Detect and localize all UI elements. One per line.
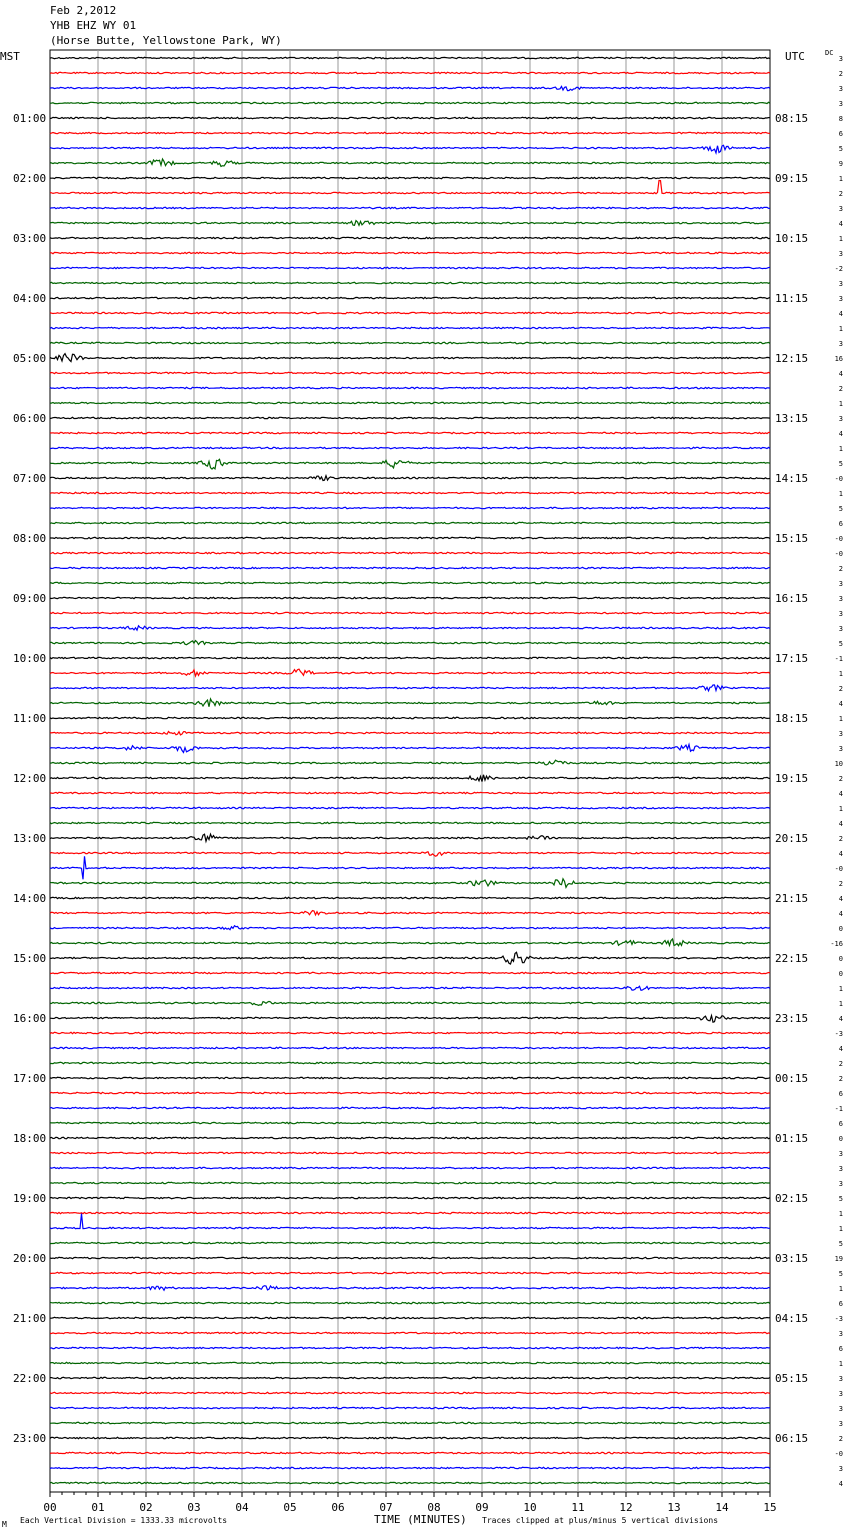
dc-offset-value: 3 (838, 1420, 843, 1428)
dc-offset-value: -0 (834, 475, 843, 483)
seismic-trace (50, 1077, 770, 1078)
seismic-trace (50, 807, 770, 808)
dc-offset-value: 3 (838, 1375, 843, 1383)
seismic-trace (50, 402, 770, 403)
dc-offset-value: 3 (838, 745, 843, 753)
dc-offset-value: 4 (838, 820, 843, 828)
mst-hour-label: 20:00 (13, 1252, 47, 1265)
dc-offset-value: 4 (838, 370, 843, 378)
dc-offset-value: 8 (838, 115, 843, 123)
station-code: YHB EHZ WY 01 (50, 19, 137, 32)
seismic-trace (50, 911, 770, 915)
seismic-trace (50, 1182, 770, 1183)
dc-offset-value: 3 (838, 625, 843, 633)
dc-offset-value: 4 (838, 430, 843, 438)
dc-offset-value: 1 (838, 235, 843, 243)
mst-hour-label: 02:00 (13, 172, 47, 185)
utc-hour-label: 06:15 (775, 1432, 809, 1445)
dc-offset-value: -1 (834, 655, 843, 663)
dc-offset-value: 1 (838, 400, 843, 408)
x-tick-label: 02 (139, 1501, 153, 1514)
utc-hour-label: 03:15 (775, 1252, 809, 1265)
seismic-trace (50, 879, 770, 888)
utc-hour-label: 16:15 (775, 592, 809, 605)
dc-offset-value: 4 (838, 850, 843, 858)
seismic-trace (50, 459, 770, 469)
mst-hour-label: 05:00 (13, 352, 47, 365)
seismic-trace (50, 669, 770, 676)
seismic-trace (50, 1212, 770, 1213)
station-location: (Horse Butte, Yellowstone Park, WY) (50, 34, 282, 47)
dc-offset-value: 3 (838, 280, 843, 288)
dc-offset-value: 1 (838, 1225, 843, 1233)
utc-hour-label: 08:15 (775, 112, 809, 125)
dc-offset-value: 2 (838, 565, 843, 573)
seismic-trace (50, 267, 770, 268)
dc-offset-value: 3 (838, 295, 843, 303)
dc-offset-value: 1 (838, 445, 843, 453)
dc-offset-value: 3 (838, 55, 843, 63)
utc-hour-label: 11:15 (775, 292, 809, 305)
utc-hour-label: 20:15 (775, 832, 809, 845)
dc-offset-value: 5 (838, 640, 843, 648)
x-tick-label: 10 (523, 1501, 537, 1514)
seismic-trace (50, 897, 770, 898)
seismic-trace (50, 926, 770, 930)
seismic-trace (50, 1362, 770, 1363)
dc-offset-value: 3 (838, 100, 843, 108)
seismic-trace (50, 822, 770, 823)
seismic-trace (50, 939, 770, 946)
seismic-trace (50, 1062, 770, 1063)
dc-offset-value: 2 (838, 1060, 843, 1068)
dc-offset-value: 1 (838, 805, 843, 813)
seismic-trace (50, 657, 770, 658)
mst-hour-label: 13:00 (13, 832, 47, 845)
seismic-trace (50, 1032, 770, 1033)
dc-offset-value: 3 (838, 340, 843, 348)
dc-offset-value: 3 (838, 1390, 843, 1398)
dc-offset-value: 2 (838, 1075, 843, 1083)
dc-offset-value: 1 (838, 1210, 843, 1218)
seismic-trace (50, 685, 770, 691)
utc-hour-label: 22:15 (775, 952, 809, 965)
dc-offset-value: 2 (838, 385, 843, 393)
seismic-trace (50, 177, 770, 178)
dc-offset-value: 4 (838, 700, 843, 708)
seismic-trace (50, 552, 770, 553)
seismic-trace (50, 1302, 770, 1303)
dc-offset-value: 3 (838, 1330, 843, 1338)
dc-offset-value: 5 (838, 1270, 843, 1278)
mst-hour-label: 19:00 (13, 1192, 47, 1205)
dc-offset-value: 3 (838, 610, 843, 618)
seismic-trace (50, 1482, 770, 1483)
mst-hour-label: 23:00 (13, 1432, 47, 1445)
dc-offset-value: -16 (830, 940, 843, 948)
dc-offset-value: 3 (838, 1465, 843, 1473)
dc-offset-value: 1 (838, 1360, 843, 1368)
utc-hour-label: 18:15 (775, 712, 809, 725)
seismic-trace (50, 252, 770, 253)
seismic-trace (50, 852, 770, 856)
utc-hour-label: 02:15 (775, 1192, 809, 1205)
seismic-trace (50, 432, 770, 433)
seismic-trace (50, 1001, 770, 1005)
dc-offset-value: 3 (838, 730, 843, 738)
seismic-trace (50, 417, 770, 418)
x-tick-label: 06 (331, 1501, 345, 1514)
seismic-trace (50, 237, 770, 238)
x-tick-label: 00 (43, 1501, 57, 1514)
seismic-trace (50, 1214, 770, 1229)
seismic-trace (50, 567, 770, 568)
record-date: Feb 2,2012 (50, 4, 117, 17)
utc-hour-label: 00:15 (775, 1072, 809, 1085)
dc-offset-value: 5 (838, 1195, 843, 1203)
dc-offset-value: 2 (838, 190, 843, 198)
x-tick-label: 15 (763, 1501, 777, 1514)
dc-offset-value: 3 (838, 1165, 843, 1173)
dc-offset-value: 6 (838, 1345, 843, 1353)
seismic-trace (50, 72, 770, 73)
dc-offset-value: 4 (838, 895, 843, 903)
dc-offset-value: 0 (838, 1135, 843, 1143)
utc-axis-label: UTC (785, 50, 805, 63)
seismic-trace (50, 834, 770, 841)
seismic-trace (50, 1242, 770, 1243)
dc-offset-value: 4 (838, 310, 843, 318)
plot-frame (50, 50, 770, 1492)
mst-hour-label: 09:00 (13, 592, 47, 605)
seismic-trace (50, 492, 770, 493)
dc-offset-value: 3 (838, 580, 843, 588)
mst-hour-label: 12:00 (13, 772, 47, 785)
x-tick-label: 05 (283, 1501, 297, 1514)
seismic-trace (50, 1407, 770, 1408)
dc-offset-value: 3 (838, 85, 843, 93)
dc-offset-value: 6 (838, 1120, 843, 1128)
seismic-trace (50, 1107, 770, 1108)
seismic-trace (50, 522, 770, 523)
seismic-trace (50, 145, 770, 153)
dc-offset-value: 0 (838, 970, 843, 978)
seismic-trace (50, 1452, 770, 1453)
mst-hour-label: 15:00 (13, 952, 47, 965)
utc-hour-label: 04:15 (775, 1312, 809, 1325)
seismic-trace (50, 354, 770, 362)
mst-hour-label: 01:00 (13, 112, 47, 125)
seismic-trace (50, 297, 770, 298)
seismic-trace (50, 447, 770, 448)
dc-offset-value: 1 (838, 1285, 843, 1293)
seismic-trace (50, 641, 770, 645)
utc-hour-label: 12:15 (775, 352, 809, 365)
dc-offset-value: -3 (834, 1315, 843, 1323)
dc-offset-value: 5 (838, 460, 843, 468)
utc-hour-label: 09:15 (775, 172, 809, 185)
dc-offset-value: 0 (838, 925, 843, 933)
dc-offset-value: 6 (838, 1090, 843, 1098)
footer-mark: M (2, 1520, 7, 1529)
seismic-trace (50, 1092, 770, 1093)
dc-offset-value: 2 (838, 835, 843, 843)
seismic-trace (50, 699, 770, 707)
dc-offset-value: 4 (838, 220, 843, 228)
dc-offset-value: 1 (838, 715, 843, 723)
dc-offset-value: 4 (838, 790, 843, 798)
x-tick-label: 13 (667, 1501, 681, 1514)
dc-offset-value: 0 (838, 955, 843, 963)
mst-hour-label: 04:00 (13, 292, 47, 305)
utc-hour-label: 23:15 (775, 1012, 809, 1025)
dc-offset-value: 2 (838, 70, 843, 78)
dc-offset-value: -3 (834, 1030, 843, 1038)
seismic-trace (50, 537, 770, 538)
seismic-trace (50, 181, 770, 194)
scale-note: Each Vertical Division = 1333.33 microvolts (20, 1516, 228, 1525)
seismic-trace (50, 387, 770, 388)
seismic-trace (50, 221, 770, 226)
dc-offset-value: 3 (838, 415, 843, 423)
seismic-trace (50, 476, 770, 481)
seismic-trace (50, 717, 770, 718)
seismic-trace (50, 1257, 770, 1258)
seismic-trace (50, 856, 770, 879)
dc-offset-value: 3 (838, 250, 843, 258)
seismic-trace (50, 1437, 770, 1438)
dc-offset-value: 3 (838, 595, 843, 603)
seismic-trace (50, 327, 770, 328)
dc-offset-value: 1 (838, 670, 843, 678)
seismic-trace (50, 102, 770, 103)
seismic-trace (50, 1016, 770, 1023)
mst-hour-label: 16:00 (13, 1012, 47, 1025)
seismic-trace (50, 312, 770, 313)
seismic-trace (50, 1467, 770, 1468)
dc-offset-value: 19 (834, 1255, 843, 1263)
mst-hour-label: 07:00 (13, 472, 47, 485)
dc-offset-value: 2 (838, 880, 843, 888)
mst-hour-label: 03:00 (13, 232, 47, 245)
x-tick-label: 14 (715, 1501, 729, 1514)
x-tick-label: 07 (379, 1501, 393, 1514)
dc-offset-value: 1 (838, 1000, 843, 1008)
mst-hour-label: 14:00 (13, 892, 47, 905)
mst-hour-label: 17:00 (13, 1072, 47, 1085)
dc-offset-value: 2 (838, 1435, 843, 1443)
dc-offset-value: 4 (838, 1480, 843, 1488)
seismic-trace (50, 1047, 770, 1048)
dc-offset-value: 10 (834, 760, 843, 768)
seismic-trace (50, 372, 770, 373)
dc-offset-value: 3 (838, 1405, 843, 1413)
seismic-trace (50, 792, 770, 793)
seismic-trace (50, 760, 770, 765)
dc-offset-value: 16 (834, 355, 843, 363)
dc-offset-value: 1 (838, 985, 843, 993)
seismic-trace (50, 1137, 770, 1138)
dc-offset-value: 2 (838, 775, 843, 783)
dc-offset-value: 4 (838, 910, 843, 918)
dc-offset-value: 3 (838, 205, 843, 213)
seismic-trace (50, 117, 770, 118)
dc-offset-label: DC (825, 49, 834, 57)
seismic-trace (50, 1167, 770, 1168)
seismic-trace (50, 57, 770, 58)
x-tick-label: 03 (187, 1501, 201, 1514)
utc-hour-label: 05:15 (775, 1372, 809, 1385)
seismic-trace (50, 1377, 770, 1378)
mst-hour-label: 10:00 (13, 652, 47, 665)
seismic-trace (50, 207, 770, 208)
dc-offset-value: 6 (838, 130, 843, 138)
seismic-trace (50, 1152, 770, 1153)
seismic-trace (50, 86, 770, 90)
utc-hour-label: 10:15 (775, 232, 809, 245)
dc-offset-value: -1 (834, 1105, 843, 1113)
seismic-trace (50, 775, 770, 782)
dc-offset-value: 9 (838, 160, 843, 168)
seismic-trace (50, 626, 770, 630)
dc-offset-value: -0 (834, 865, 843, 873)
x-tick-label: 12 (619, 1501, 633, 1514)
dc-offset-value: 1 (838, 490, 843, 498)
dc-offset-value: 4 (838, 1015, 843, 1023)
x-axis-title: TIME (MINUTES) (374, 1513, 467, 1526)
seismic-trace (50, 1332, 770, 1333)
x-tick-label: 08 (427, 1501, 441, 1514)
dc-offset-value: 4 (838, 1045, 843, 1053)
mst-hour-label: 11:00 (13, 712, 47, 725)
seismic-trace (50, 1317, 770, 1318)
dc-offset-value: 1 (838, 325, 843, 333)
seismic-trace (50, 1272, 770, 1273)
dc-offset-value: 2 (838, 685, 843, 693)
dc-offset-value: -0 (834, 1450, 843, 1458)
seismic-trace (50, 1122, 770, 1123)
x-tick-label: 01 (91, 1501, 105, 1514)
seismic-trace (50, 1422, 770, 1423)
dc-offset-value: 5 (838, 1240, 843, 1248)
mst-hour-label: 22:00 (13, 1372, 47, 1385)
seismic-trace (50, 612, 770, 613)
seismic-trace (50, 582, 770, 583)
seismic-trace (50, 597, 770, 598)
seismic-trace (50, 132, 770, 133)
mst-hour-label: 08:00 (13, 532, 47, 545)
mst-hour-label: 21:00 (13, 1312, 47, 1325)
dc-offset-value: -2 (834, 265, 843, 273)
mst-axis-label: MST (0, 50, 20, 63)
seismic-trace (50, 342, 770, 343)
dc-offset-value: -0 (834, 535, 843, 543)
dc-offset-value: 3 (838, 1150, 843, 1158)
seismic-trace (50, 732, 770, 735)
seismic-trace (50, 159, 770, 166)
dc-offset-value: 6 (838, 1300, 843, 1308)
seismic-trace (50, 745, 770, 753)
seismic-trace (50, 507, 770, 508)
dc-offset-value: -0 (834, 550, 843, 558)
clip-note: Traces clipped at plus/minus 5 vertical divisions (482, 1516, 719, 1525)
x-tick-label: 09 (475, 1501, 489, 1514)
dc-offset-value: 5 (838, 145, 843, 153)
seismic-trace (50, 986, 770, 990)
dc-offset-value: 5 (838, 505, 843, 513)
mst-hour-label: 18:00 (13, 1132, 47, 1145)
utc-hour-label: 01:15 (775, 1132, 809, 1145)
seismic-trace (50, 1286, 770, 1291)
utc-hour-label: 17:15 (775, 652, 809, 665)
x-tick-label: 11 (571, 1501, 585, 1514)
utc-hour-label: 19:15 (775, 772, 809, 785)
seismic-trace (50, 1392, 770, 1393)
utc-hour-label: 21:15 (775, 892, 809, 905)
seismic-trace (50, 282, 770, 283)
dc-offset-value: 1 (838, 175, 843, 183)
x-tick-label: 04 (235, 1501, 249, 1514)
mst-hour-label: 06:00 (13, 412, 47, 425)
seismic-trace (50, 972, 770, 973)
dc-offset-value: 3 (838, 1180, 843, 1188)
utc-hour-label: 14:15 (775, 472, 809, 485)
dc-offset-value: 6 (838, 520, 843, 528)
seismic-trace (50, 1347, 770, 1348)
utc-hour-label: 15:15 (775, 532, 809, 545)
seismic-trace (50, 1197, 770, 1198)
utc-hour-label: 13:15 (775, 412, 809, 425)
seismic-trace (50, 952, 770, 964)
